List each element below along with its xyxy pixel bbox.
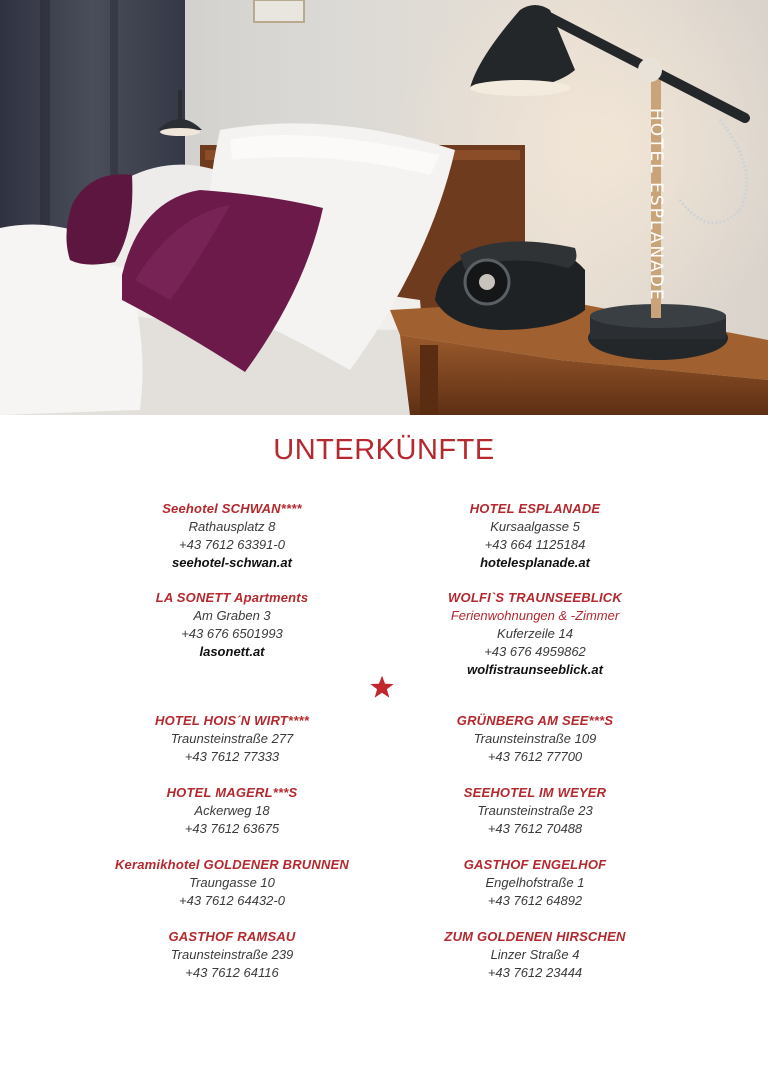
accommodation-phone: +43 7612 23444 bbox=[487, 965, 583, 980]
accommodation-address: Traunsteinstraße 109 bbox=[473, 731, 597, 746]
accommodation-address: Engelhofstraße 1 bbox=[485, 875, 585, 890]
accommodations-right-top bbox=[350, 500, 720, 679]
accommodation-phone: +43 676 4959862 bbox=[484, 644, 586, 659]
accommodation-phone: +43 7612 63391-0 bbox=[179, 537, 285, 552]
accommodation-name: ZUM GOLDENEN HIRSCHEN bbox=[444, 929, 626, 944]
accommodation-website[interactable]: seehotel-schwan.at bbox=[172, 555, 292, 570]
accommodation-entry bbox=[350, 928, 720, 982]
accommodation-phone: +43 7612 64892 bbox=[487, 893, 583, 908]
accommodation-name: GRÜNBERG AM SEE***S bbox=[456, 713, 614, 728]
accommodation-address: Ackerweg 18 bbox=[194, 803, 270, 818]
accommodation-phone: +43 7612 64432-0 bbox=[179, 893, 285, 908]
accommodation-name: SEEHOTEL IM WEYER bbox=[463, 785, 607, 800]
accommodation-address: Traunsteinstraße 239 bbox=[170, 947, 294, 962]
accommodation-name: WOLFI`S TRAUNSEEBLICK bbox=[448, 590, 622, 605]
accommodation-website[interactable]: hotelesplanade.at bbox=[480, 555, 590, 570]
accommodation-phone: +43 664 1125184 bbox=[484, 537, 586, 552]
accommodation-address: Rathausplatz 8 bbox=[188, 519, 276, 534]
accommodation-entry bbox=[350, 500, 720, 572]
accommodation-entry bbox=[350, 589, 720, 679]
accommodation-address: Kuferzeile 14 bbox=[497, 626, 573, 641]
picture-frame bbox=[254, 0, 304, 22]
accommodation-phone: +43 7612 77700 bbox=[487, 749, 583, 764]
accommodation-address: Am Graben 3 bbox=[193, 608, 271, 623]
accommodation-address: Traunsteinstraße 277 bbox=[170, 731, 294, 746]
accommodation-phone: +43 7612 64116 bbox=[185, 965, 279, 980]
accommodation-address: Kursaalgasse 5 bbox=[490, 519, 580, 534]
accommodation-name: HOTEL MAGERL***S bbox=[166, 785, 298, 800]
page-title: UNTERKÜNFTE bbox=[273, 434, 495, 466]
accommodation-name: Seehotel SCHWAN**** bbox=[162, 501, 302, 516]
accommodation-phone: +43 7612 63675 bbox=[184, 821, 280, 836]
accommodations-right-bottom bbox=[350, 712, 720, 982]
accommodation-address: Traungasse 10 bbox=[189, 875, 275, 890]
accommodation-address: Linzer Straße 4 bbox=[490, 947, 580, 962]
accommodation-name: GASTHOF ENGELHOF bbox=[463, 857, 607, 872]
accommodation-name: GASTHOF RAMSAU bbox=[168, 929, 296, 944]
accommodation-name: HOTEL ESPLANADE bbox=[469, 501, 601, 516]
accommodation-name: HOTEL HOIS´N WIRT**** bbox=[155, 713, 309, 728]
accommodation-phone: +43 676 6501993 bbox=[181, 626, 283, 641]
accommodation-entry bbox=[350, 856, 720, 910]
accommodation-name: LA SONETT Apartments bbox=[155, 590, 309, 605]
accommodation-address: Traunsteinstraße 23 bbox=[477, 803, 593, 818]
star-icon bbox=[369, 674, 395, 700]
photo-hotel-label: HOTEL ESPLANADE bbox=[646, 108, 666, 302]
accommodation-phone: +43 7612 70488 bbox=[487, 821, 583, 836]
accommodation-phone: +43 7612 77333 bbox=[184, 749, 280, 764]
accommodation-website[interactable]: wolfistraunseeblick.at bbox=[467, 662, 603, 677]
accommodation-entry bbox=[350, 784, 720, 838]
accommodation-subtitle: Ferienwohnungen & -Zimmer bbox=[450, 608, 620, 623]
hotel-room-photo bbox=[0, 0, 768, 415]
accommodation-website[interactable]: lasonett.at bbox=[199, 644, 265, 659]
accommodation-entry bbox=[350, 712, 720, 766]
accommodation-name: Keramikhotel GOLDENER BRUNNEN bbox=[114, 857, 350, 872]
